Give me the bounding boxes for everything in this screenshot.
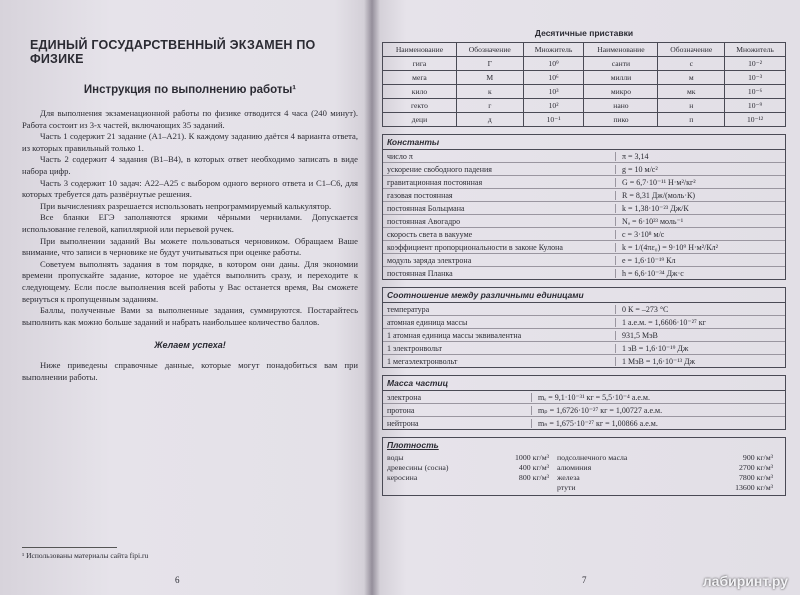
density-cell: керосина (387, 473, 418, 482)
constant-row-name: число π (383, 152, 616, 161)
unit-row (383, 303, 785, 316)
prefix-cell: нано (584, 99, 658, 113)
density-cell: 1000 кг/м³ (515, 453, 549, 462)
mass-row-name: протона (383, 406, 532, 415)
prefix-cell: г (456, 99, 523, 113)
prefix-row (383, 113, 786, 127)
prefix-cell: санти (584, 57, 658, 71)
constant-row (383, 163, 785, 176)
prefix-body (383, 57, 786, 127)
right-page (372, 0, 800, 595)
unit-row (383, 355, 785, 367)
constant-row (383, 267, 785, 279)
prefix-row (383, 71, 786, 85)
prefix-cell: кило (383, 85, 457, 99)
prefix-cell: 10² (523, 99, 584, 113)
prefix-cell: гекто (383, 99, 457, 113)
unit-row-value: 1 эВ = 1,6·10⁻¹⁹ Дж (622, 343, 689, 353)
prefix-cell: 10⁹ (523, 57, 584, 71)
unit-row-value: 1 а.е.м. = 1,6606·10⁻²⁷ кг (622, 317, 706, 327)
density-box (382, 437, 786, 496)
unit-row (383, 329, 785, 342)
units-title: Соотношение между различными единицами (383, 288, 785, 303)
instruction-paragraph: Баллы, полученные Вами за выполненные задания, суммируются. Постарайтесь выполнить как можно больше заданий и набрать наибольшее количество баллов. (22, 305, 358, 327)
prefix-header-cell: Множитель (725, 43, 786, 57)
density-title: Плотность (387, 440, 439, 450)
prefix-cell: 10⁻¹ (523, 113, 584, 127)
unit-row-name: 1 электронвольт (383, 344, 616, 353)
mass-title: Масса частиц (383, 376, 785, 391)
unit-row-name: 1 атомная единица массы эквивалентна (383, 331, 616, 340)
prefix-cell: 10⁻⁹ (725, 99, 786, 113)
mass-row-value: mₙ = 1,675·10⁻²⁷ кг = 1,00866 а.е.м. (538, 418, 658, 428)
unit-row-value: 0 К = –273 °С (622, 304, 669, 314)
constant-row-value: G = 6,7·10⁻¹¹ Н·м²/кг² (622, 177, 696, 187)
prefix-cell: деци (383, 113, 457, 127)
constant-row (383, 254, 785, 267)
prefix-cell: 10⁻⁶ (725, 85, 786, 99)
page-number-left: 6 (175, 575, 180, 585)
prefix-cell: мк (658, 85, 725, 99)
instruction-paragraph: Часть 1 содержит 21 задание (А1–А21). К каждому заданию даётся 4 варианта ответа, из которых правильный только 1. (22, 131, 358, 153)
constant-row-name: модуль заряда электрона (383, 256, 616, 265)
constant-row (383, 215, 785, 228)
mass-row-value: mₚ = 1,6726·10⁻²⁷ кг = 1,00727 а.е.м. (538, 405, 663, 415)
instruction-paragraph: При выполнении заданий Вы можете пользоваться черновиком. Обращаем Ваше внимание, что записи в черновике не будут учитываться при оценке работы. (22, 235, 358, 258)
prefix-cell: 10⁻³ (725, 71, 786, 85)
prefix-header-cell: Обозначение (456, 43, 523, 57)
exam-title: ЕДИНЫЙ ГОСУДАРСТВЕННЫЙ ЭКЗАМЕН ПО ФИЗИКЕ (30, 38, 316, 66)
prefix-row (383, 85, 786, 99)
unit-row-value: 931,5 МэВ (622, 330, 658, 340)
constants-list (383, 150, 785, 279)
instruction-paragraph: Советуем выполнять задания в том порядке, в котором они даны. Для экономии времени пропускайте задание, которое не удаётся выполнить сразу, и переходите к следующему. Если после выполнения всей работы у Вас останется время, Вы сможете вернуться к пропущенным заданиям. (22, 258, 358, 304)
constant-row-value: π = 3,14 (622, 151, 649, 161)
prefix-cell: 10³ (523, 85, 584, 99)
constant-row-value: c = 3·10⁸ м/с (622, 229, 665, 239)
density-cell: 7800 кг/м³ (739, 473, 773, 482)
prefix-cell: милли (584, 71, 658, 85)
prefix-header-cell: Обозначение (658, 43, 725, 57)
constant-row-value: g = 10 м/с² (622, 164, 658, 174)
prefix-header-cell: Наименование (584, 43, 658, 57)
prefix-cell: н (658, 99, 725, 113)
mass-row-value: mₑ = 9,1·10⁻³¹ кг = 5,5·10⁻⁴ а.е.м. (538, 392, 650, 402)
density-cell: воды (387, 453, 404, 462)
mass-row-name: электрона (383, 393, 532, 402)
prefix-table-title: Десятичные приставки (534, 28, 634, 38)
prefix-cell: мега (383, 71, 457, 85)
watermark-logo: лабиринт.ру (702, 573, 788, 589)
units-box (382, 287, 786, 368)
mass-box (382, 375, 786, 430)
constant-row-value: k = 1,38·10⁻²³ Дж/К (622, 203, 689, 213)
instruction-paragraph: Часть 3 содержит 10 задач: А22–А25 с выбором одного верного ответа и С1–С6, для которых требуется дать развёрнутые решения. (22, 177, 358, 200)
density-cell: алюминия (557, 463, 592, 472)
unit-row (383, 342, 785, 355)
constant-row (383, 202, 785, 215)
prefix-table (382, 42, 786, 127)
density-cell: 400 кг/м³ (518, 463, 549, 472)
prefix-cell: микро (584, 85, 658, 99)
instruction-paragraph: Все бланки ЕГЭ заполняются яркими чёрными чернилами. Допускается использование гелевой, капиллярной или перьевой ручек. (22, 212, 358, 234)
prefix-cell: д (456, 113, 523, 127)
constant-row (383, 189, 785, 202)
book-gutter (364, 0, 380, 595)
prefix-cell: гига (383, 57, 457, 71)
mass-row-name: нейтрона (383, 419, 532, 428)
units-list (383, 303, 785, 367)
mass-list (383, 391, 785, 429)
density-cell (487, 483, 557, 492)
prefix-cell: 10⁻² (725, 57, 786, 71)
constant-row-name: газовая постоянная (383, 191, 616, 200)
prefix-cell: пико (584, 113, 658, 127)
constant-row-name: скорость света в вакууме (383, 230, 616, 239)
density-cell: ртути (557, 483, 576, 492)
footnote-rule (22, 547, 117, 548)
constants-box (382, 134, 786, 280)
footnote: ¹ Использованы материалы сайта fipi.ru (22, 551, 149, 560)
density-cell: 900 кг/м³ (742, 453, 773, 462)
constant-row-value: Nₐ = 6·10²³ моль⁻¹ (622, 216, 684, 226)
unit-row-value: 1 МэВ = 1,6·10⁻¹³ Дж (622, 356, 696, 366)
constant-row (383, 176, 785, 189)
instruction-paragraph: Для выполнения экзаменационной работы по физике отводится 4 часа (240 минут). Работа состоит из 3-х частей, включающих 35 заданий. (22, 108, 358, 130)
mass-row (383, 391, 785, 404)
constant-row-name: гравитационная постоянная (383, 178, 616, 187)
prefix-cell: с (658, 57, 725, 71)
instruction-heading: Инструкция по выполнению работы¹ (83, 84, 297, 96)
instruction-paragraph: При вычислениях разрешается использовать непрограммируемый калькулятор. (40, 200, 332, 211)
constant-row-name: постоянная Больцмана (383, 204, 616, 213)
mass-row (383, 417, 785, 429)
density-cell (387, 483, 487, 492)
prefix-cell: 10⁶ (523, 71, 584, 85)
constants-title: Константы (383, 135, 785, 150)
unit-row-name: температура (383, 305, 616, 314)
constant-row (383, 241, 785, 254)
constant-row-value: R = 8,31 Дж/(моль·К) (622, 190, 695, 200)
prefix-header-cell: Наименование (383, 43, 457, 57)
prefix-cell: Г (456, 57, 523, 71)
density-cell: 13600 кг/м³ (735, 483, 773, 492)
prefix-cell: м (658, 71, 725, 85)
left-page (0, 0, 372, 595)
constant-row-value: h = 6,6·10⁻³⁴ Дж·с (622, 268, 684, 278)
prefix-row (383, 57, 786, 71)
prefix-header-cell: Множитель (523, 43, 584, 57)
prefix-cell: М (456, 71, 523, 85)
instruction-text (22, 108, 358, 328)
unit-row-name: 1 мегаэлектронвольт (383, 357, 616, 366)
reference-intro: Ниже приведены справочные данные, которые могут понадобиться вам при выполнении работы. (22, 360, 358, 382)
constant-row (383, 150, 785, 163)
density-cell: 800 кг/м³ (518, 473, 549, 482)
constant-row-name: коэффициент пропорциональности в законе Кулона (383, 243, 616, 252)
unit-row (383, 316, 785, 329)
constant-row-value: e = 1,6·10⁻¹⁹ Кл (622, 255, 676, 265)
prefix-row (383, 99, 786, 113)
constant-row-name: постоянная Авогадро (383, 217, 616, 226)
constant-row-value: k = 1/(4πε₀) = 9·10⁹ Н·м²/Кл² (622, 242, 719, 252)
prefix-cell: к (456, 85, 523, 99)
density-cell: подсолнечного масла (557, 453, 628, 462)
constant-row-name: постоянная Планка (383, 269, 616, 278)
density-cell: древесины (сосна) (387, 463, 449, 472)
density-cell: железа (557, 473, 580, 482)
prefix-cell: п (658, 113, 725, 127)
unit-row-name: атомная единица массы (383, 318, 616, 327)
page-number-right: 7 (582, 575, 587, 585)
good-luck-text: Желаем успеха! (154, 340, 226, 351)
prefix-header-row (383, 43, 786, 57)
mass-row (383, 404, 785, 417)
constant-row (383, 228, 785, 241)
density-grid (383, 452, 785, 495)
instruction-paragraph: Часть 2 содержит 4 задания (В1–В4), в которых ответ необходимо записать в виде набора цифр. (22, 154, 358, 176)
prefix-cell: 10⁻¹² (725, 113, 786, 127)
constant-row-name: ускорение свободного падения (383, 165, 616, 174)
density-cell: 2700 кг/м³ (739, 463, 773, 472)
